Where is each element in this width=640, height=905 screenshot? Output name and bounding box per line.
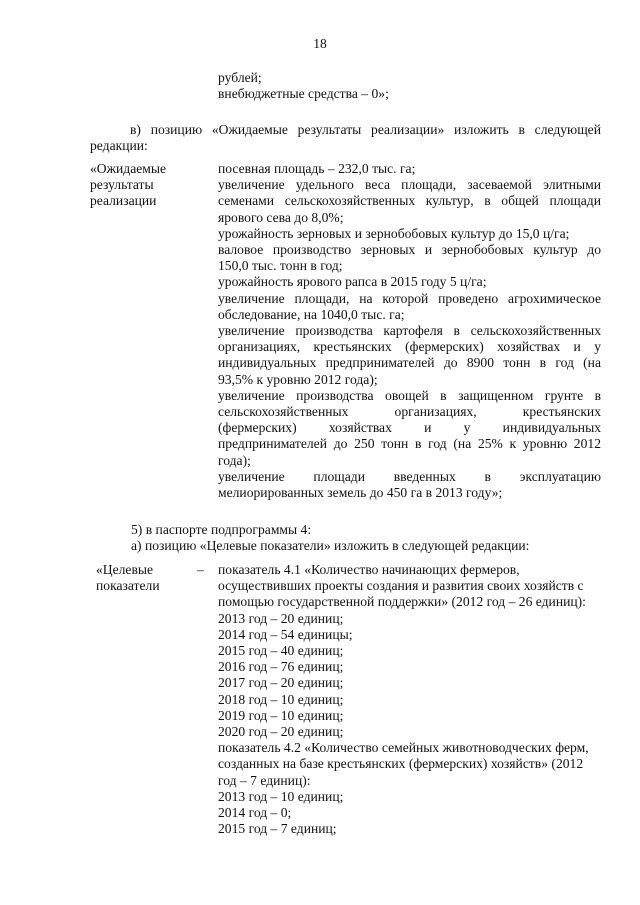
text-line: а) позицию «Целевые показатели» изложить в следующей редакции: [131,538,530,553]
text-line: ярового сева до 8,0%; [218,209,344,225]
text-line: редакции: [90,138,148,154]
text-line: 2014 год – 0; [218,805,292,821]
text-line: урожайность ярового рапса в 2015 году 5 ц/га; [218,274,487,290]
text-line: 2013 год – 20 единиц; [218,610,344,626]
label-line: показатели [96,578,160,594]
text-line: созданных на базе крестьянских (фермерских) хозяйств» (2012 [218,756,584,772]
label-line: «Целевые [96,562,154,577]
text-line: рублей; [218,70,262,85]
text-line: показатель 4.2 «Количество семейных животноводческих ферм, [218,740,589,756]
text-line: валовое производство зерновых и зернобобовых культур до [218,242,601,258]
text-line: 2013 год – 10 единиц; [218,788,344,804]
text-line: индивидуальных предпринимателей до 8900 тонн в год (на [218,355,601,371]
text-line: помощью государственной поддержки» (2012 год – 26 единиц): [218,594,586,610]
results-content [218,161,601,501]
label-line: реализации [90,193,157,209]
item-a [131,538,529,554]
text-line: организациях, крестьянских (фермерских) хозяйствах и у [218,339,601,355]
text-line: 150,0 тыс. тонн в год; [218,258,343,274]
text-line: увеличение площади введенных в эксплуатацию [218,468,601,484]
top-lines [218,70,389,102]
text-line: мелиорированных земель до 450 га в 2013 году»; [218,485,503,501]
text-line: года); [218,452,251,468]
text-line: обследование, на 1040,0 тыс. га; [218,306,405,322]
text-line: 2017 год – 20 единиц; [218,675,344,691]
item-v-paragraph [90,122,601,154]
text-line: увеличение удельного веса площади, засеваемой элитными [218,177,601,193]
page-number: 18 [313,36,327,51]
text-line: 2019 год – 10 единиц; [218,707,344,723]
label-line: результаты [90,177,154,193]
text-line: семенами сельскохозяйственных культур, в общей площади [218,193,601,209]
text-line: 93,5% к уровню 2012 года); [218,371,378,387]
text-line: 2014 год – 54 единицы; [218,626,353,642]
text-line: предпринимателей до 250 тонн в год (на 25% к уровню 2012 [218,436,601,452]
text-line: 2015 год – 7 единиц; [218,821,337,837]
text-line: увеличение производства овощей в защищенном грунте в [218,387,601,403]
text-line: внебюджетные средства – 0»; [218,86,389,102]
text-line: посевная площадь – 232,0 тыс. га; [218,161,416,176]
text-line: 2020 год – 20 единиц; [218,724,344,740]
text-line: 2016 год – 76 единиц; [218,659,344,675]
text-line: сельскохозяйственных организациях, крестьянских [218,404,601,420]
text-line: (фермерских) хозяйствах и у индивидуальных [218,420,601,436]
text-line: увеличение площади, на которой проведено агрохимическое [218,290,601,306]
targets-label [96,562,160,594]
targets-dash: – [197,562,204,577]
text-line: 2015 год – 40 единиц; [218,643,344,659]
text-line: урожайность зерновых и зернобобовых культур до 15,0 ц/га; [218,225,570,241]
text-line: осуществивших проекты создания и развития своих хозяйств с [218,578,584,594]
text-line: 2018 год – 10 единиц; [218,691,344,707]
text-line: показатель 4.1 «Количество начинающих фермеров, [218,562,520,577]
targets-content [218,562,601,837]
item-5 [131,522,311,538]
text-line: год – 7 единиц): [218,772,311,788]
text-line: в) позицию «Ожидаемые результаты реализации» изложить в следующей [130,122,601,137]
results-label [90,161,166,210]
text-line: 5) в паспорте подпрограммы 4: [131,522,312,537]
label-line: «Ожидаемые [90,161,167,176]
text-line: увеличение производства картофеля в сельскохозяйственных [218,323,601,339]
